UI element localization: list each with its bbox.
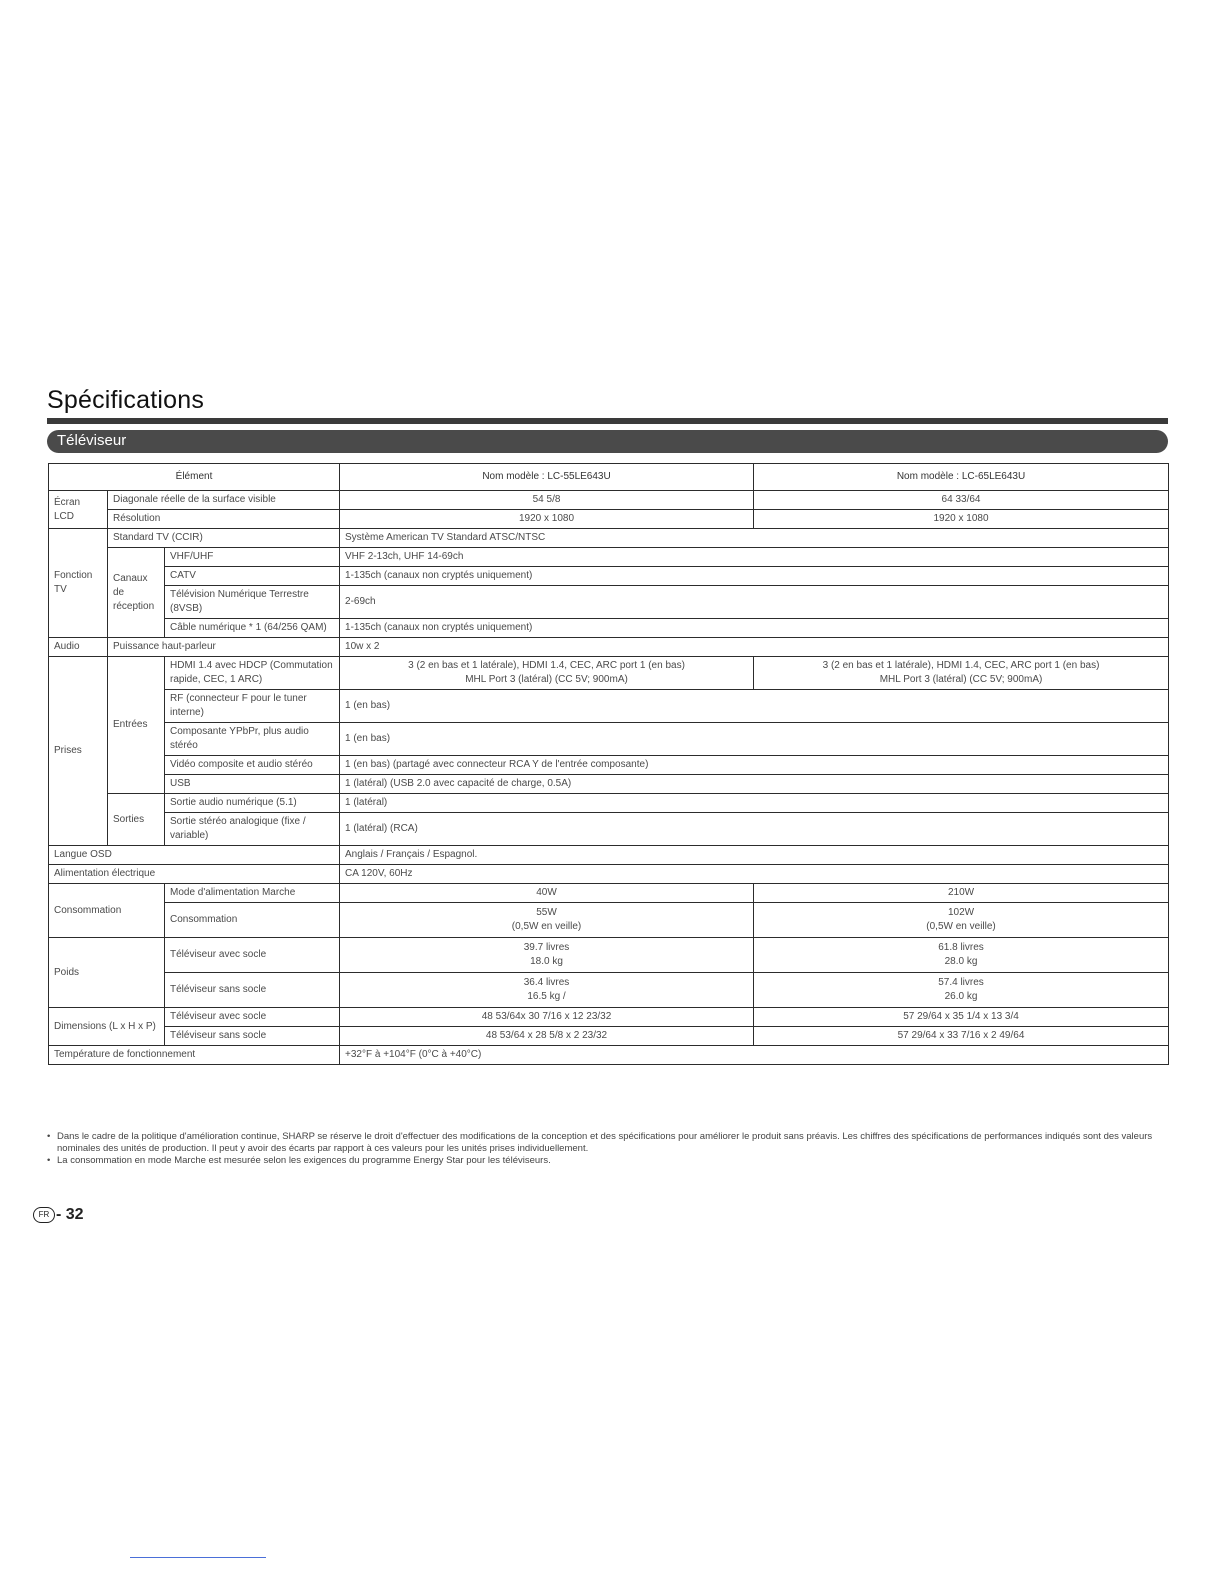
table-row	[49, 973, 1169, 1008]
row-label: Consommation	[165, 903, 340, 938]
table-row	[49, 567, 1169, 586]
row-label: Téléviseur avec socle	[165, 938, 340, 973]
row-label: Vidéo composite et audio stéréo	[165, 756, 340, 775]
row-label: Téléviseur sans socle	[165, 973, 340, 1008]
table-row	[49, 723, 1169, 756]
cell-line: (0,5W en veille)	[511, 921, 582, 932]
spec-table	[48, 463, 1169, 1065]
language-badge: FR	[33, 1207, 55, 1223]
table-row	[49, 529, 1169, 548]
cell-shared: Anglais / Français / Espagnol.	[340, 846, 1169, 865]
group-poids: Poids	[49, 938, 165, 1008]
subgroup-sorties: Sorties	[108, 794, 165, 846]
row-label: Téléviseur avec socle	[165, 1008, 340, 1027]
row-label: Mode d'alimentation Marche	[165, 884, 340, 903]
row-label: Langue OSD	[49, 846, 340, 865]
cell-model-b: 210W	[754, 884, 1169, 903]
subgroup-canaux: Canaux de réception	[108, 548, 165, 638]
cell-line: 3 (2 en bas et 1 latérale), HDMI 1.4, CEC, ARC port 1 (en bas)	[408, 660, 685, 671]
cell-model-a	[340, 973, 754, 1008]
row-label: Température de fonctionnement	[49, 1046, 340, 1065]
table-row	[49, 794, 1169, 813]
cell-shared: VHF 2-13ch, UHF 14-69ch	[340, 548, 1169, 567]
row-label: Résolution	[108, 510, 340, 529]
table-row	[49, 491, 1169, 510]
cell-line: 18.0 kg	[530, 956, 563, 967]
group-fonction: Fonction TV	[49, 529, 108, 638]
cell-model-b	[754, 903, 1169, 938]
cell-line: MHL Port 3 (latéral) (CC 5V; 900mA)	[465, 674, 628, 685]
page-number	[33, 1206, 84, 1224]
cell-shared: 1-135ch (canaux non cryptés uniquement)	[340, 619, 1169, 638]
cell-line: 16.5 kg /	[527, 991, 566, 1002]
row-label: Composante YPbPr, plus audio stéréo	[165, 723, 340, 756]
row-label: Sortie stéréo analogique (fixe / variable)	[165, 813, 340, 846]
cell-model-a: 48 53/64x 30 7/16 x 12 23/32	[340, 1008, 754, 1027]
table-row	[49, 813, 1169, 846]
cell-shared: 1 (en bas) (partagé avec connecteur RCA Y de l'entrée composante)	[340, 756, 1169, 775]
cell-model-a	[340, 657, 754, 690]
cell-line: MHL Port 3 (latéral) (CC 5V; 900mA)	[879, 674, 1043, 685]
group-dimensions: Dimensions (L x H x P)	[49, 1008, 165, 1046]
header-model-b: Nom modèle : LC-65LE643U	[754, 464, 1169, 491]
cell-line: 3 (2 en bas et 1 latérale), HDMI 1.4, CEC, ARC port 1 (en bas)	[822, 660, 1100, 671]
cell-model-a: 1920 x 1080	[340, 510, 754, 529]
row-label: CATV	[165, 567, 340, 586]
row-label: Téléviseur sans socle	[165, 1027, 340, 1046]
table-row	[49, 638, 1169, 657]
cell-shared: 1 (latéral)	[340, 794, 1169, 813]
cell-line: (0,5W en veille)	[926, 921, 996, 932]
table-row	[49, 657, 1169, 690]
header-model-a: Nom modèle : LC-55LE643U	[340, 464, 754, 491]
row-label: Puissance haut-parleur	[108, 638, 340, 657]
cell-model-a: 54 5/8	[340, 491, 754, 510]
row-label: USB	[165, 775, 340, 794]
table-row	[49, 775, 1169, 794]
header-element: Élément	[49, 464, 340, 491]
cell-model-a	[340, 903, 754, 938]
cell-line: 61.8 livres	[938, 942, 984, 953]
cell-line: 39.7 livres	[523, 942, 570, 953]
cell-shared: 1 (en bas)	[340, 723, 1169, 756]
row-label: Standard TV (CCIR)	[108, 529, 340, 548]
cell-model-b: 1920 x 1080	[754, 510, 1169, 529]
cell-model-b: 57 29/64 x 33 7/16 x 2 49/64	[754, 1027, 1169, 1046]
table-row	[49, 903, 1169, 938]
table-row	[49, 548, 1169, 567]
group-ecran: Écran LCD	[49, 491, 108, 529]
cell-model-a: 48 53/64 x 28 5/8 x 2 23/32	[340, 1027, 754, 1046]
footnote: • Dans le cadre de la politique d'amélioration continue, SHARP se réserve le droit d'effectuer des modifications de la conception et des spécifications pour améliorer le produit sans préavis. Les chiffres des spécifications de performances indiqués sont des valeurs nominales des unités de production. Il peut y avoir des écarts par rapport à ces valeurs pour les unités prises individuellement.	[47, 1131, 1168, 1155]
group-audio: Audio	[49, 638, 108, 657]
cell-model-b	[754, 938, 1169, 973]
row-label: Alimentation électrique	[49, 865, 340, 884]
page-number-text: - 32	[56, 1206, 84, 1223]
cell-shared: 1 (latéral) (RCA)	[340, 813, 1169, 846]
footnotes	[47, 1131, 1168, 1167]
cell-line: 36.4 livres	[523, 977, 570, 988]
cell-shared: 10w x 2	[340, 638, 1169, 657]
footnote: • La consommation en mode Marche est mesurée selon les exigences du programme Energy Star pour les téléviseurs.	[47, 1155, 1168, 1167]
section-header	[47, 430, 1168, 453]
table-row	[49, 1027, 1169, 1046]
table-row	[49, 586, 1169, 619]
subgroup-entrees: Entrées	[108, 657, 165, 794]
page-title: Spécifications	[47, 386, 205, 414]
cell-model-a: 40W	[340, 884, 754, 903]
cell-model-a	[340, 938, 754, 973]
cell-shared: CA 120V, 60Hz	[340, 865, 1169, 884]
cell-model-b	[754, 973, 1169, 1008]
cell-line: 26.0 kg	[944, 991, 978, 1002]
cell-line: 102W	[947, 907, 975, 918]
table-row	[49, 884, 1169, 903]
row-label: Sortie audio numérique (5.1)	[165, 794, 340, 813]
group-prises: Prises	[49, 657, 108, 846]
row-label: Télévision Numérique Terrestre (8VSB)	[165, 586, 340, 619]
cell-shared: 1 (en bas)	[340, 690, 1169, 723]
section-title: Téléviseur	[57, 432, 127, 449]
table-row	[49, 1046, 1169, 1065]
cell-line: 28.0 kg	[944, 956, 978, 967]
row-label: Diagonale réelle de la surface visible	[108, 491, 340, 510]
table-row	[49, 756, 1169, 775]
table-row	[49, 690, 1169, 723]
table-row	[49, 1008, 1169, 1027]
cell-shared: 2-69ch	[340, 586, 1169, 619]
row-label: RF (connecteur F pour le tuner interne)	[165, 690, 340, 723]
table-row	[49, 938, 1169, 973]
group-consommation: Consommation	[49, 884, 165, 938]
table-row	[49, 510, 1169, 529]
table-row	[49, 865, 1169, 884]
cell-line: 55W	[536, 907, 557, 918]
cell-model-b: 57 29/64 x 35 1/4 x 13 3/4	[754, 1008, 1169, 1027]
cell-shared: 1-135ch (canaux non cryptés uniquement)	[340, 567, 1169, 586]
row-label: HDMI 1.4 avec HDCP (Commutation rapide, CEC, 1 ARC)	[165, 657, 340, 690]
row-label: Câble numérique * 1 (64/256 QAM)	[165, 619, 340, 638]
bottom-link-line	[130, 1557, 266, 1558]
table-row	[49, 846, 1169, 865]
cell-shared: Système American TV Standard ATSC/NTSC	[340, 529, 1169, 548]
cell-model-b: 64 33/64	[754, 491, 1169, 510]
row-label: VHF/UHF	[165, 548, 340, 567]
cell-shared: 1 (latéral) (USB 2.0 avec capacité de charge, 0.5A)	[340, 775, 1169, 794]
cell-shared: +32°F à +104°F (0°C à +40°C)	[340, 1046, 1169, 1065]
table-row	[49, 619, 1169, 638]
title-rule	[47, 418, 1168, 424]
cell-line: 57.4 livres	[938, 977, 984, 988]
cell-model-b	[754, 657, 1169, 690]
table-header-row	[49, 464, 1169, 491]
